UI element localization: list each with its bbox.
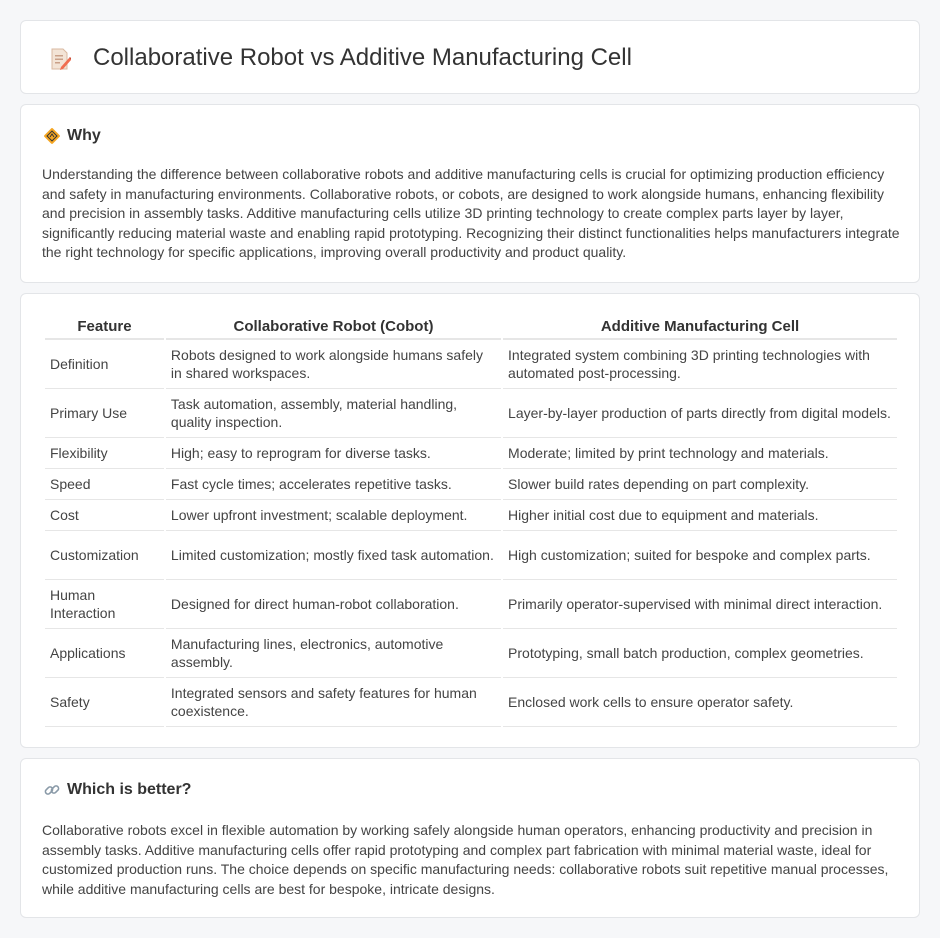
better-heading: Which is better? — [67, 781, 192, 798]
am-cell: Primarily operator-supervised with minimal direct interaction. — [503, 580, 897, 629]
table-row — [45, 580, 897, 629]
table-row — [45, 500, 897, 531]
better-text: Collaborative robots excel in flexible automation by working safely alongside human operators, enhancing productivity and precision in assembly tasks. Additive manufacturing cells offer rapid prototyping and complex part fabrication with minimal material waste, ideal for customized production runs. The choice depends on specific manufacturing needs: collaborative robots suit repetitive manual processes, while additive manufacturing cells are best for bespoke, intricate designs. — [42, 822, 889, 897]
cobot-cell: Manufacturing lines, electronics, automotive assembly. — [166, 629, 501, 678]
document-pencil-icon — [49, 47, 71, 71]
feature-cell: Primary Use — [45, 389, 164, 438]
feature-cell: Cost — [45, 500, 164, 531]
better-heading-row — [43, 781, 191, 799]
feature-cell: Customization — [45, 531, 164, 580]
comparison-table — [43, 314, 899, 727]
cobot-cell: Integrated sensors and safety features for human coexistence. — [166, 678, 501, 727]
table-row — [45, 389, 897, 438]
am-cell: Moderate; limited by print technology and materials. — [503, 438, 897, 469]
header-feature: Feature — [45, 314, 164, 340]
which-better-section — [20, 758, 920, 918]
feature-cell: Applications — [45, 629, 164, 678]
table-row — [45, 678, 897, 727]
link-icon — [43, 781, 61, 799]
am-cell: Enclosed work cells to ensure operator safety. — [503, 678, 897, 727]
page-title: Collaborative Robot vs Additive Manufacturing Cell — [93, 44, 632, 71]
cobot-cell: Limited customization; mostly fixed task automation. — [166, 531, 501, 580]
why-section — [20, 104, 920, 283]
why-heading-row — [43, 127, 101, 145]
table-row — [45, 629, 897, 678]
am-cell: Integrated system combining 3D printing technologies with automated post-processing. — [503, 340, 897, 389]
feature-cell: Flexibility — [45, 438, 164, 469]
why-heading: Why — [67, 127, 101, 144]
table-header-row — [45, 314, 897, 340]
cobot-cell: Designed for direct human-robot collaboration. — [166, 580, 501, 629]
feature-cell: Human Interaction — [45, 580, 164, 629]
am-cell: Prototyping, small batch production, complex geometries. — [503, 629, 897, 678]
cobot-cell: Robots designed to work alongside humans safely in shared workspaces. — [166, 340, 501, 389]
table-row — [45, 340, 897, 389]
header-am-cell: Additive Manufacturing Cell — [503, 314, 897, 340]
table-row — [45, 531, 897, 580]
cobot-cell: Task automation, assembly, material handling, quality inspection. — [166, 389, 501, 438]
am-cell: Layer-by-layer production of parts directly from digital models. — [503, 389, 897, 438]
am-cell: Higher initial cost due to equipment and materials. — [503, 500, 897, 531]
cobot-cell: Lower upfront investment; scalable deployment. — [166, 500, 501, 531]
cobot-cell: High; easy to reprogram for diverse tasks. — [166, 438, 501, 469]
feature-cell: Speed — [45, 469, 164, 500]
table-row — [45, 438, 897, 469]
feature-cell: Definition — [45, 340, 164, 389]
am-cell: High customization; suited for bespoke and complex parts. — [503, 531, 897, 580]
table-row — [45, 469, 897, 500]
header-cobot: Collaborative Robot (Cobot) — [166, 314, 501, 340]
why-text: Understanding the difference between collaborative robots and additive manufacturing cells is crucial for optimizing production efficiency and safety in manufacturing environments. Collaborative robots, or cobots, are designed to work alongside humans, enhancing flexibility and precision in assembly tasks. Additive manufacturing cells utilize 3D printing technology to create complex parts layer by layer, significantly reducing material waste and enabling rapid prototyping. Recognizing their distinct functionalities helps manufacturers integrate the right technology for specific applications, improving overall productivity and product quality. — [42, 166, 900, 260]
comparison-card — [20, 293, 920, 748]
diamond-sign-icon — [43, 127, 61, 145]
cobot-cell: Fast cycle times; accelerates repetitive tasks. — [166, 469, 501, 500]
title-card — [20, 20, 920, 94]
am-cell: Slower build rates depending on part complexity. — [503, 469, 897, 500]
feature-cell: Safety — [45, 678, 164, 727]
